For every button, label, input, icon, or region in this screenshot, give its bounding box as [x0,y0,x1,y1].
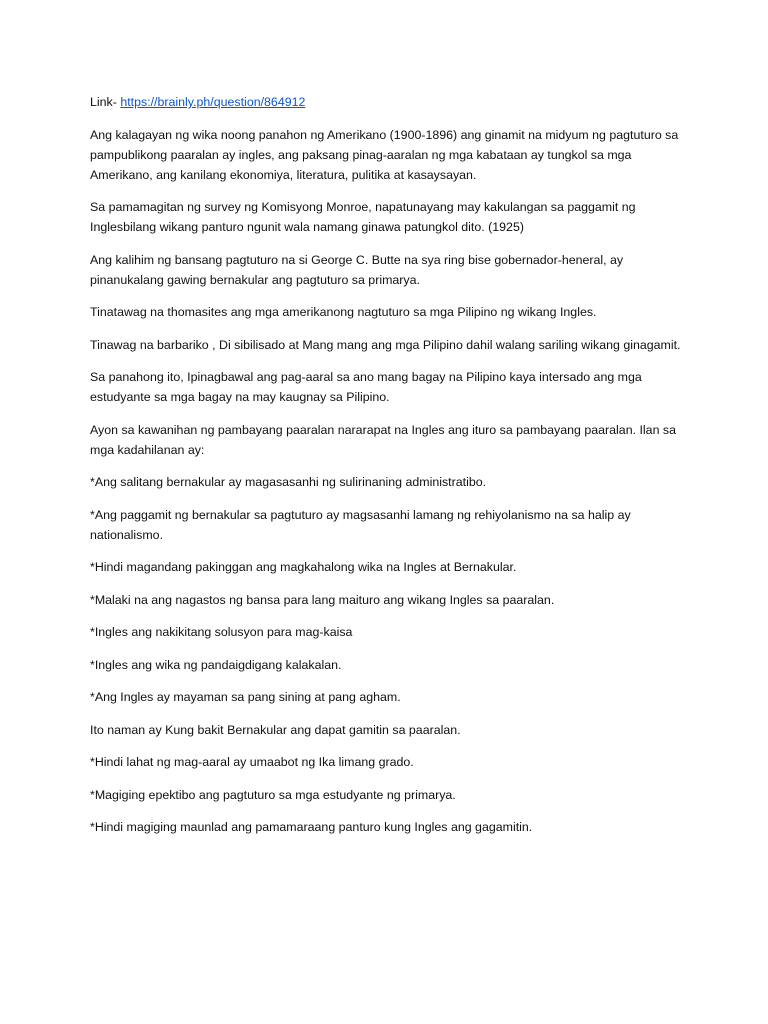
paragraph-7: Ayon sa kawanihan ng pambayang paaralan nararapat na Ingles ang ituro sa pambayang paaralan. Ilan sa mga kadahilanan ay: [90,422,676,457]
paragraph-6: Sa panahong ito, Ipinagbawal ang pag-aaral sa ano mang bagay na Pilipino kaya intersado ang mga estudyante sa mga bagay na may kaugnay sa Pilipino. [90,370,642,404]
paragraph-4: Tinatawag na thomasites ang mga amerikanong nagtuturo sa mga Pilipino ng wikang Ingles. [90,305,597,319]
bullet-item: *Ang salitang bernakular ay magasasanhi ng sulirinaning administratibo. [90,475,487,489]
bullet-item: *Magiging epektibo ang pagtuturo sa mga estudyante ng primarya. [90,787,456,802]
bullet-item: *Ingles ang wika ng pandaigdigang kalakalan. [90,657,342,672]
bullet-item: *Hindi magiging maunlad ang pamamaraang panturo kung Ingles ang gagamitin. [90,820,533,834]
paragraph-section-intro: Ito naman ay Kung bakit Bernakular ang dapat gamitin sa paaralan. [90,722,461,737]
bullet-item: *Ingles ang nakikitang solusyon para mag-kaisa [90,625,353,639]
paragraph-3: Ang kalihim ng bansang pagtuturo na si George C. Butte na sya ring bise gobernador-heneral, ay pinanukalang gawing bernakular ang pagtuturo sa primarya. [90,252,624,287]
bullet-item: *Ang paggamit ng bernakular sa pagtuturo ay magsasanhi lamang ng rehiyolanismo na sa halip ay nationalismo. [90,507,631,542]
paragraph-1: Ang kalagayan ng wika noong panahon ng Amerikano (1900-1896) ang ginamit na midyum ng pagtuturo sa pampublikong paaralan ay ingles, ang paksang pinag-aaralan ng mga kabataan ay tungkol sa mga Amerikano, ang kanilang ekonomiya, literatura, pulitika at kasaysayan. [90,127,679,182]
bullet-item: *Hindi lahat ng mag-aaral ay umaabot ng Ika limang grado. [90,755,414,769]
bullet-item: *Ang Ingles ay mayaman sa pang sining at pang agham. [90,690,401,704]
link-label: Link- [90,95,121,109]
document-page [90,92,690,850]
bullet-item: *Malaki na ang nagastos ng bansa para lang maituro ang wikang Ingles sa paaralan. [90,592,555,607]
link-line [90,92,690,112]
bullet-item: *Hindi magandang pakinggan ang magkahalong wika na Ingles at Bernakular. [90,560,517,574]
source-link[interactable]: https://brainly.ph/question/864912 [120,95,306,109]
paragraph-5: Tinawag na barbariko , Di sibilisado at Mang mang ang mga Pilipino dahil walang sariling wikang ginagamit. [90,337,681,352]
paragraph-2: Sa pamamagitan ng survey ng Komisyong Monroe, napatunayang may kakulangan sa paggamit ng Inglesbilang wikang panturo ngunit wala namang ginawa patungkol dito. (1925) [90,200,636,234]
